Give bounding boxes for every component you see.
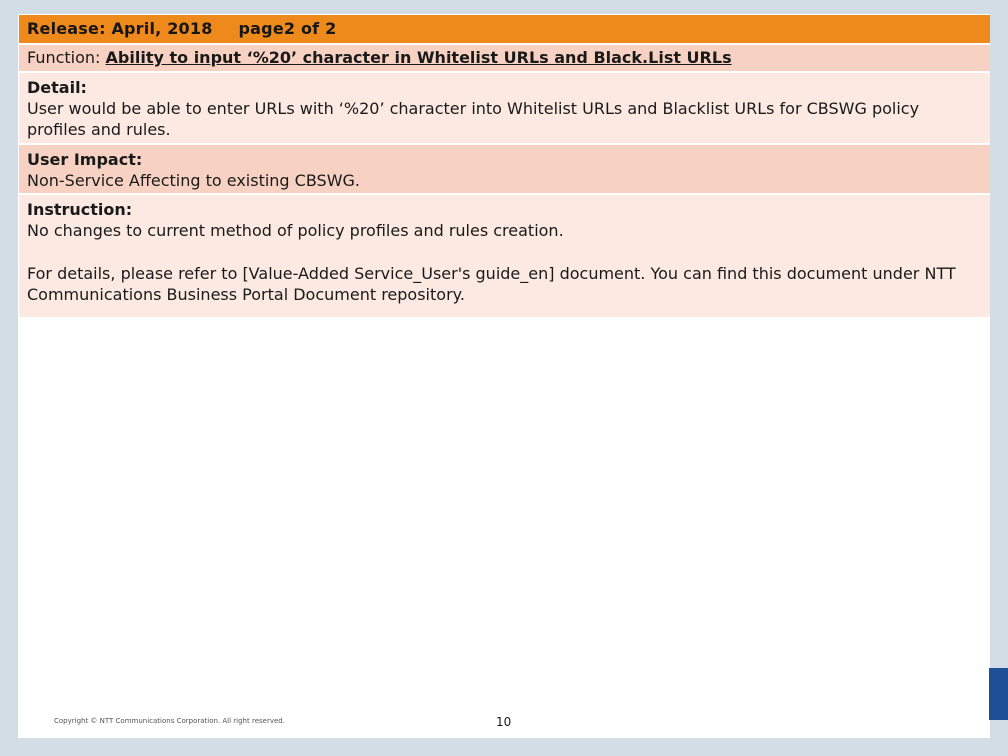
instruction-details: For details, please refer to [Value-Added Service_User's guide_en] document. You can find this document under NTT Communications Business Portal Document repository. xyxy=(27,264,956,304)
slide xyxy=(18,14,990,738)
copyright-notice: Copyright © NTT Communications Corporation. All right reserved. xyxy=(54,717,285,725)
release-label: Release: April, 2018 xyxy=(27,19,213,38)
function-row xyxy=(19,45,990,71)
page-indicator: page2 of 2 xyxy=(238,19,337,38)
instruction-label: Instruction: xyxy=(27,200,133,219)
instruction-text: No changes to current method of policy profiles and rules creation. xyxy=(27,221,564,240)
function-value: Ability to input ‘%20’ character in Whitelist URLs and Black.List URLs xyxy=(105,48,732,67)
instruction-row xyxy=(19,195,990,317)
user-impact-text: Non-Service Affecting to existing CBSWG. xyxy=(27,171,360,190)
user-impact-row xyxy=(19,145,990,193)
detail-row xyxy=(19,73,990,143)
page-number: 10 xyxy=(496,715,512,729)
side-tab xyxy=(989,668,1008,720)
detail-text: User would be able to enter URLs with ‘%20’ character into Whitelist URLs and Blacklist URLs for CBSWG policy profiles and rules. xyxy=(27,99,920,139)
function-label: Function: xyxy=(27,48,101,67)
release-header xyxy=(19,15,990,43)
user-impact-label: User Impact: xyxy=(27,150,143,169)
detail-label: Detail: xyxy=(27,78,87,97)
